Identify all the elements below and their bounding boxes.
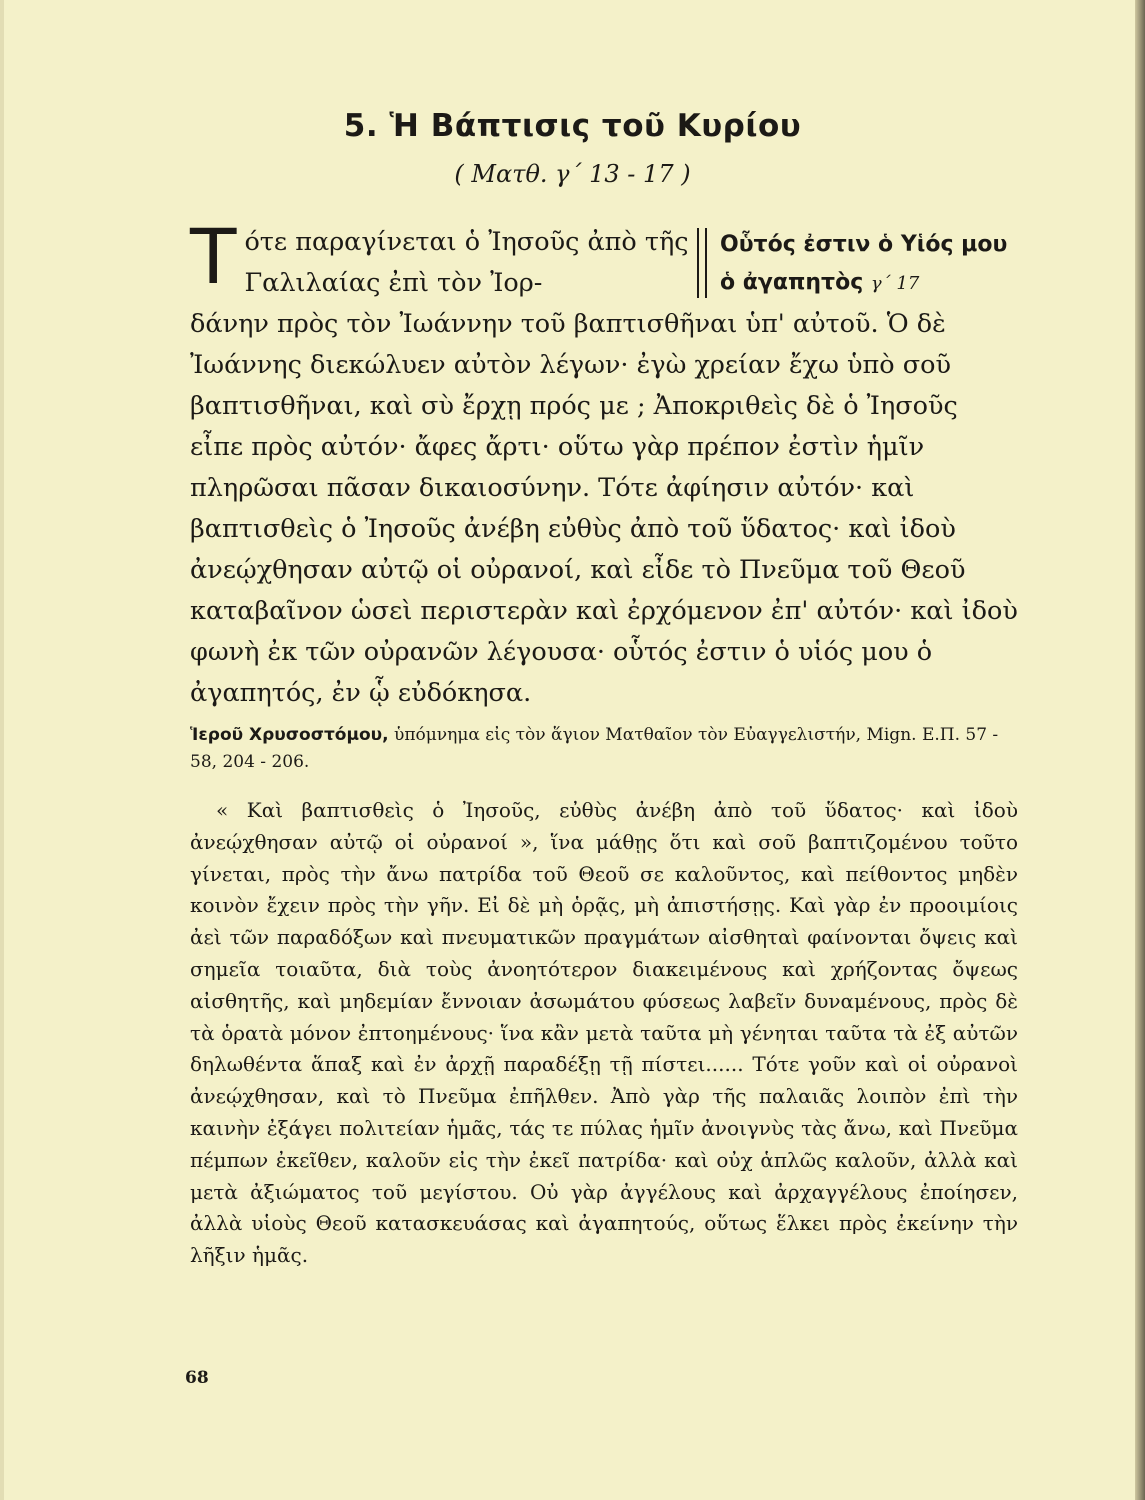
scripture-body (190, 304, 1018, 714)
page-number: 68 (185, 1368, 209, 1388)
source-citation (190, 722, 1020, 776)
page-binding-edge (1135, 0, 1145, 1500)
scripture-lead-text: ότε παραγίνεται ὁ Ἰησοῦς ἀπὸ τῆς Γαλιλαίας ἐπὶ τὸν Ἰορ- (244, 227, 689, 298)
commentary-text: « Καὶ βαπτισθεὶς ὁ Ἰησοῦς, εὐθὺς ἀνέβη ἀπὸ τοῦ ὕδατος· καὶ ἰδοὺ ἀνεῴχθησαν αὐτῷ οἱ οὐρανοί », ἵνα μάθῃς ὅτι καὶ σοῦ βαπτιζομένου τοῦτο γίνεται, πρὸς τὴν ἄνω πατρίδα τοῦ Θεοῦ σε καλοῦντος, καὶ πείθοντος μηδὲν κοινὸν ἔχειν πρὸς τὴν γῆν. Εἰ δὲ μὴ ὁρᾷς, μὴ ἀπιστήσῃς. Καὶ γὰρ ἐν προοιμίοις ἀεὶ τῶν παραδόξων καὶ πνευματικῶν πραγμάτων αἰσθηταὶ φαίνονται ὄψεις καὶ σημεῖα τοιαῦτα, διὰ τοὺς ἀνοητότερον διακειμένους καὶ χρήζοντας ὄψεως αἰσθητῆς, καὶ μηδεμίαν ἔννοιαν ἀσωμάτου φύσεως λαβεῖν δυναμένους, πρὸς δὲ τὰ ὁρατὰ μόνον ἐπτοημένους· ἵνα κἂν μετὰ ταῦτα μὴ γένηται ταῦτα τὰ ἐξ αὐτῶν δηλωθέντα ἅπαξ καὶ ἐν ἀρχῇ παραδέξῃ τῇ πίστει...... Τότε γοῦν καὶ οἱ οὐρανοὶ ἀνεῴχθησαν, καὶ τὸ Πνεῦμα ἐπῆλθεν. Ἀπὸ γὰρ τῆς παλαιᾶς λοιπὸν ἐπὶ τὴν καινὴν ἐξάγει πολιτείαν ἡμᾶς, τάς τε πύλας ἡμῖν ἀνοιγνὺς τὰς ἄνω, καὶ Πνεῦμα πέμπων ἐκεῖθεν, καλοῦν εἰς τὴν ἐκεῖ πατρίδα· καὶ οὐχ ἁπλῶς καλοῦν, ἀλλὰ καὶ μετὰ ἀξιώματος τοῦ μεγίστου. Οὐ γὰρ ἀγγέλους καὶ ἀρχαγγέλους ἐποίησεν, ἀλλὰ υἱοὺς Θεοῦ κατασκευάσας καὶ ἀγαπητούς, οὕτως ἕλκει πρὸς ἐκείνην τὴν λῆξιν ἡμᾶς. (190, 798, 1018, 1268)
scripture-reference: ( Ματθ. γ΄ 13 - 17 ) (454, 160, 691, 188)
citation-author: Ἱεροῦ Χρυσοστόμου, (190, 725, 389, 745)
margin-note-text: Οὗτός ἐστιν ὁ Υἱός μου ὁ ἀγαπητὸς (720, 232, 1008, 295)
margin-note-reference: γ΄ 17 (870, 273, 920, 294)
section-title: 5. Ἡ Βάπτισις τοῦ Κυρίου (343, 108, 802, 144)
margin-note (720, 226, 1030, 303)
drop-cap: Τ (190, 212, 237, 301)
page-left-edge (0, 0, 4, 1500)
citation-text: ὑπόμνημα εἰς τὸν ἅγιον Ματθαῖον τὸν Εὐαγγελιστήν, Mign. Ε.Π. 57 - 58, 204 - 206. (190, 725, 999, 772)
scripture-body-text: δάνην πρὸς τὸν Ἰωάννην τοῦ βαπτισθῆναι ὑπ' αὐτοῦ. Ὁ δὲ Ἰωάννης διεκώλυεν αὐτὸν λέγων· ἐγὼ χρείαν ἔχω ὑπὸ σοῦ βαπτισθῆναι, καὶ σὺ ἔρχῃ πρός με ; Ἀποκριθεὶς δὲ ὁ Ἰησοῦς εἶπε πρὸς αὐτόν· ἄφες ἄρτι· οὕτω γὰρ πρέπον ἐστὶν ἡμῖν πληρῶσαι πᾶσαν δικαιοσύνην. Τότε ἀφίησιν αὐτόν· καὶ βαπτισθεὶς ὁ Ἰησοῦς ἀνέβη εὐθὺς ἀπὸ τοῦ ὕδατος· καὶ ἰδοὺ ἀνεῴχθησαν αὐτῷ οἱ οὐρανοί, καὶ εἶδε τὸ Πνεῦμα τοῦ Θεοῦ καταβαῖνον ὡσεὶ περιστερὰν καὶ ἐρχόμενον ἐπ' αὐτόν· καὶ ἰδοὺ φωνὴ ἐκ τῶν οὐρανῶν λέγουσα· οὗτός ἐστιν ὁ υἱός μου ὁ ἀγαπητός, ἐν ᾧ εὐδόκησα. (190, 309, 1018, 708)
commentary-block (190, 795, 1018, 1272)
double-vertical-rule (697, 228, 707, 298)
scripture-lead (190, 212, 690, 304)
